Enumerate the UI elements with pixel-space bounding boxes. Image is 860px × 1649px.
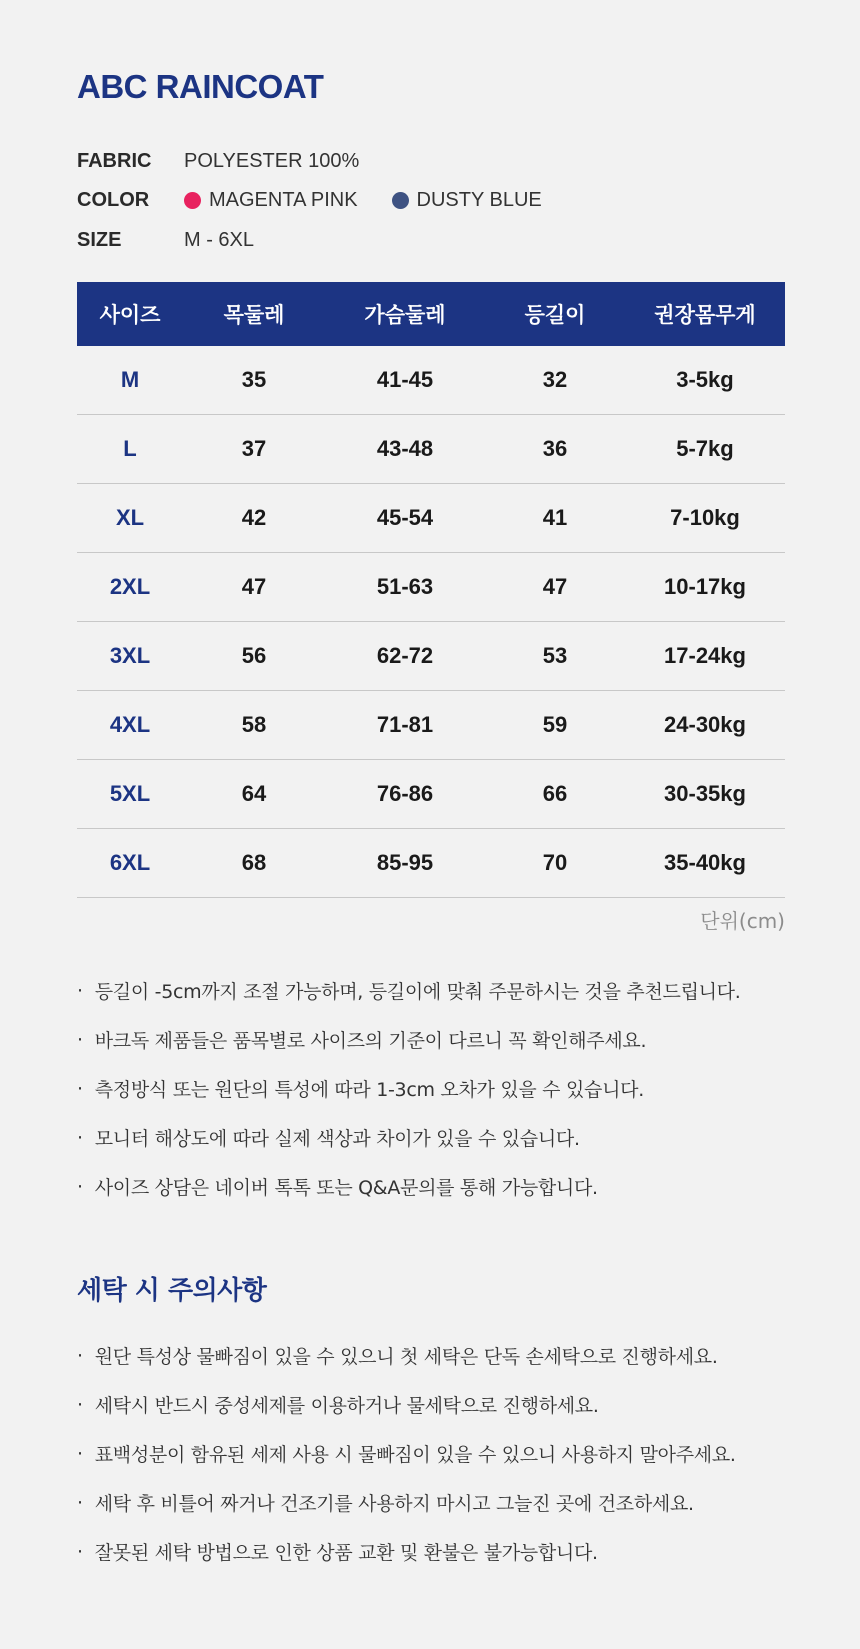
note-text: 바크독 제품들은 품목별로 사이즈의 기준이 다르니 꼭 확인해주세요. <box>94 1030 647 1052</box>
spec-fabric <box>77 146 359 176</box>
size-value: M - 6XL <box>184 228 255 251</box>
list-item <box>77 966 740 1015</box>
bullet-icon: · <box>77 1491 83 1514</box>
size-cell: 4XL <box>77 691 183 760</box>
unit-label: 단위(cm) <box>700 909 785 933</box>
size-cell: 5XL <box>77 760 183 829</box>
neck-cell: 64 <box>183 760 325 829</box>
neck-cell: 47 <box>183 553 325 622</box>
list-item <box>77 1380 736 1429</box>
table-row <box>77 415 785 484</box>
chest-cell: 76-86 <box>325 760 485 829</box>
spec-size <box>77 225 254 255</box>
washing-section-title: 세탁 시 주의사항 <box>77 1276 267 1306</box>
chest-cell: 45-54 <box>325 484 485 553</box>
fabric-label: FABRIC <box>77 149 152 172</box>
color-name: MAGENTA PINK <box>209 188 358 211</box>
chest-cell: 43-48 <box>325 415 485 484</box>
weight-cell: 35-40kg <box>625 829 785 898</box>
list-item <box>77 1162 740 1211</box>
note-text: 사이즈 상담은 네이버 톡톡 또는 Q&A문의를 통해 가능합니다. <box>94 1177 598 1199</box>
note-text: 등길이 -5cm까지 조절 가능하며, 등길이에 맞춰 주문하시는 것을 추천드립니다. <box>94 981 741 1003</box>
bullet-icon: · <box>77 1540 83 1563</box>
table-row <box>77 346 785 415</box>
back-length-cell: 41 <box>485 484 625 553</box>
bullet-icon: · <box>77 1344 83 1367</box>
header-neck: 목둘레 <box>183 282 325 346</box>
note-text: 측정방식 또는 원단의 특성에 따라 1-3cm 오차가 있을 수 있습니다. <box>94 1079 644 1101</box>
list-item <box>77 1015 740 1064</box>
neck-cell: 68 <box>183 829 325 898</box>
product-title: ABC RAINCOAT <box>77 68 324 105</box>
header-recommended-weight: 권장몸무게 <box>625 282 785 346</box>
back-length-cell: 32 <box>485 346 625 415</box>
neck-cell: 35 <box>183 346 325 415</box>
bullet-icon: · <box>77 1442 83 1465</box>
list-item <box>77 1429 736 1478</box>
weight-cell: 5-7kg <box>625 415 785 484</box>
weight-cell: 24-30kg <box>625 691 785 760</box>
bullet-icon: · <box>77 1126 83 1149</box>
size-cell: M <box>77 346 183 415</box>
weight-cell: 3-5kg <box>625 346 785 415</box>
washing-notes-list <box>77 1331 736 1576</box>
neck-cell: 37 <box>183 415 325 484</box>
list-item <box>77 1113 740 1162</box>
list-item <box>77 1331 736 1380</box>
bullet-icon: · <box>77 979 83 1002</box>
size-notes-list <box>77 966 740 1211</box>
table-row <box>77 484 785 553</box>
list-item <box>77 1478 736 1527</box>
table-row <box>77 829 785 898</box>
header-back-length: 등길이 <box>485 282 625 346</box>
table-row <box>77 760 785 829</box>
size-cell: 3XL <box>77 622 183 691</box>
size-cell: L <box>77 415 183 484</box>
fabric-value: POLYESTER 100% <box>184 149 360 172</box>
neck-cell: 42 <box>183 484 325 553</box>
weight-cell: 7-10kg <box>625 484 785 553</box>
weight-cell: 10-17kg <box>625 553 785 622</box>
neck-cell: 58 <box>183 691 325 760</box>
size-cell: XL <box>77 484 183 553</box>
bullet-icon: · <box>77 1077 83 1100</box>
chest-cell: 85-95 <box>325 829 485 898</box>
back-length-cell: 53 <box>485 622 625 691</box>
back-length-cell: 36 <box>485 415 625 484</box>
back-length-cell: 47 <box>485 553 625 622</box>
bullet-icon: · <box>77 1028 83 1051</box>
list-item <box>77 1064 740 1113</box>
back-length-cell: 70 <box>485 829 625 898</box>
color-label: COLOR <box>77 188 150 211</box>
size-cell: 6XL <box>77 829 183 898</box>
chest-cell: 41-45 <box>325 346 485 415</box>
note-text: 세탁 후 비틀어 짜거나 건조기를 사용하지 마시고 그늘진 곳에 건조하세요. <box>94 1493 694 1515</box>
table-row <box>77 691 785 760</box>
back-length-cell: 66 <box>485 760 625 829</box>
note-text: 모니터 해상도에 따라 실제 색상과 차이가 있을 수 있습니다. <box>94 1128 580 1150</box>
bullet-icon: · <box>77 1393 83 1416</box>
header-chest: 가슴둘레 <box>325 282 485 346</box>
color-option-magenta-pink <box>184 189 358 212</box>
note-text: 원단 특성상 물빠짐이 있을 수 있으니 첫 세탁은 단독 손세탁으로 진행하세요. <box>94 1346 718 1368</box>
table-header-row <box>77 282 785 346</box>
note-text: 표백성분이 함유된 세제 사용 시 물빠짐이 있을 수 있으니 사용하지 말아주세요. <box>94 1444 736 1466</box>
back-length-cell: 59 <box>485 691 625 760</box>
color-swatch-dot-icon <box>184 192 201 209</box>
bullet-icon: · <box>77 1175 83 1198</box>
table-row <box>77 553 785 622</box>
chest-cell: 51-63 <box>325 553 485 622</box>
neck-cell: 56 <box>183 622 325 691</box>
note-text: 세탁시 반드시 중성세제를 이용하거나 물세탁으로 진행하세요. <box>94 1395 599 1417</box>
header-size: 사이즈 <box>77 282 183 346</box>
color-option-dusty-blue <box>392 189 542 212</box>
weight-cell: 30-35kg <box>625 760 785 829</box>
size-label: SIZE <box>77 228 122 251</box>
color-swatch-dot-icon <box>392 192 409 209</box>
spec-color <box>77 185 576 215</box>
size-cell: 2XL <box>77 553 183 622</box>
chest-cell: 62-72 <box>325 622 485 691</box>
weight-cell: 17-24kg <box>625 622 785 691</box>
note-text: 잘못된 세탁 방법으로 인한 상품 교환 및 환불은 불가능합니다. <box>94 1542 598 1564</box>
table-row <box>77 622 785 691</box>
list-item <box>77 1527 736 1576</box>
color-name: DUSTY BLUE <box>416 188 542 211</box>
size-chart-table <box>77 282 785 898</box>
chest-cell: 71-81 <box>325 691 485 760</box>
